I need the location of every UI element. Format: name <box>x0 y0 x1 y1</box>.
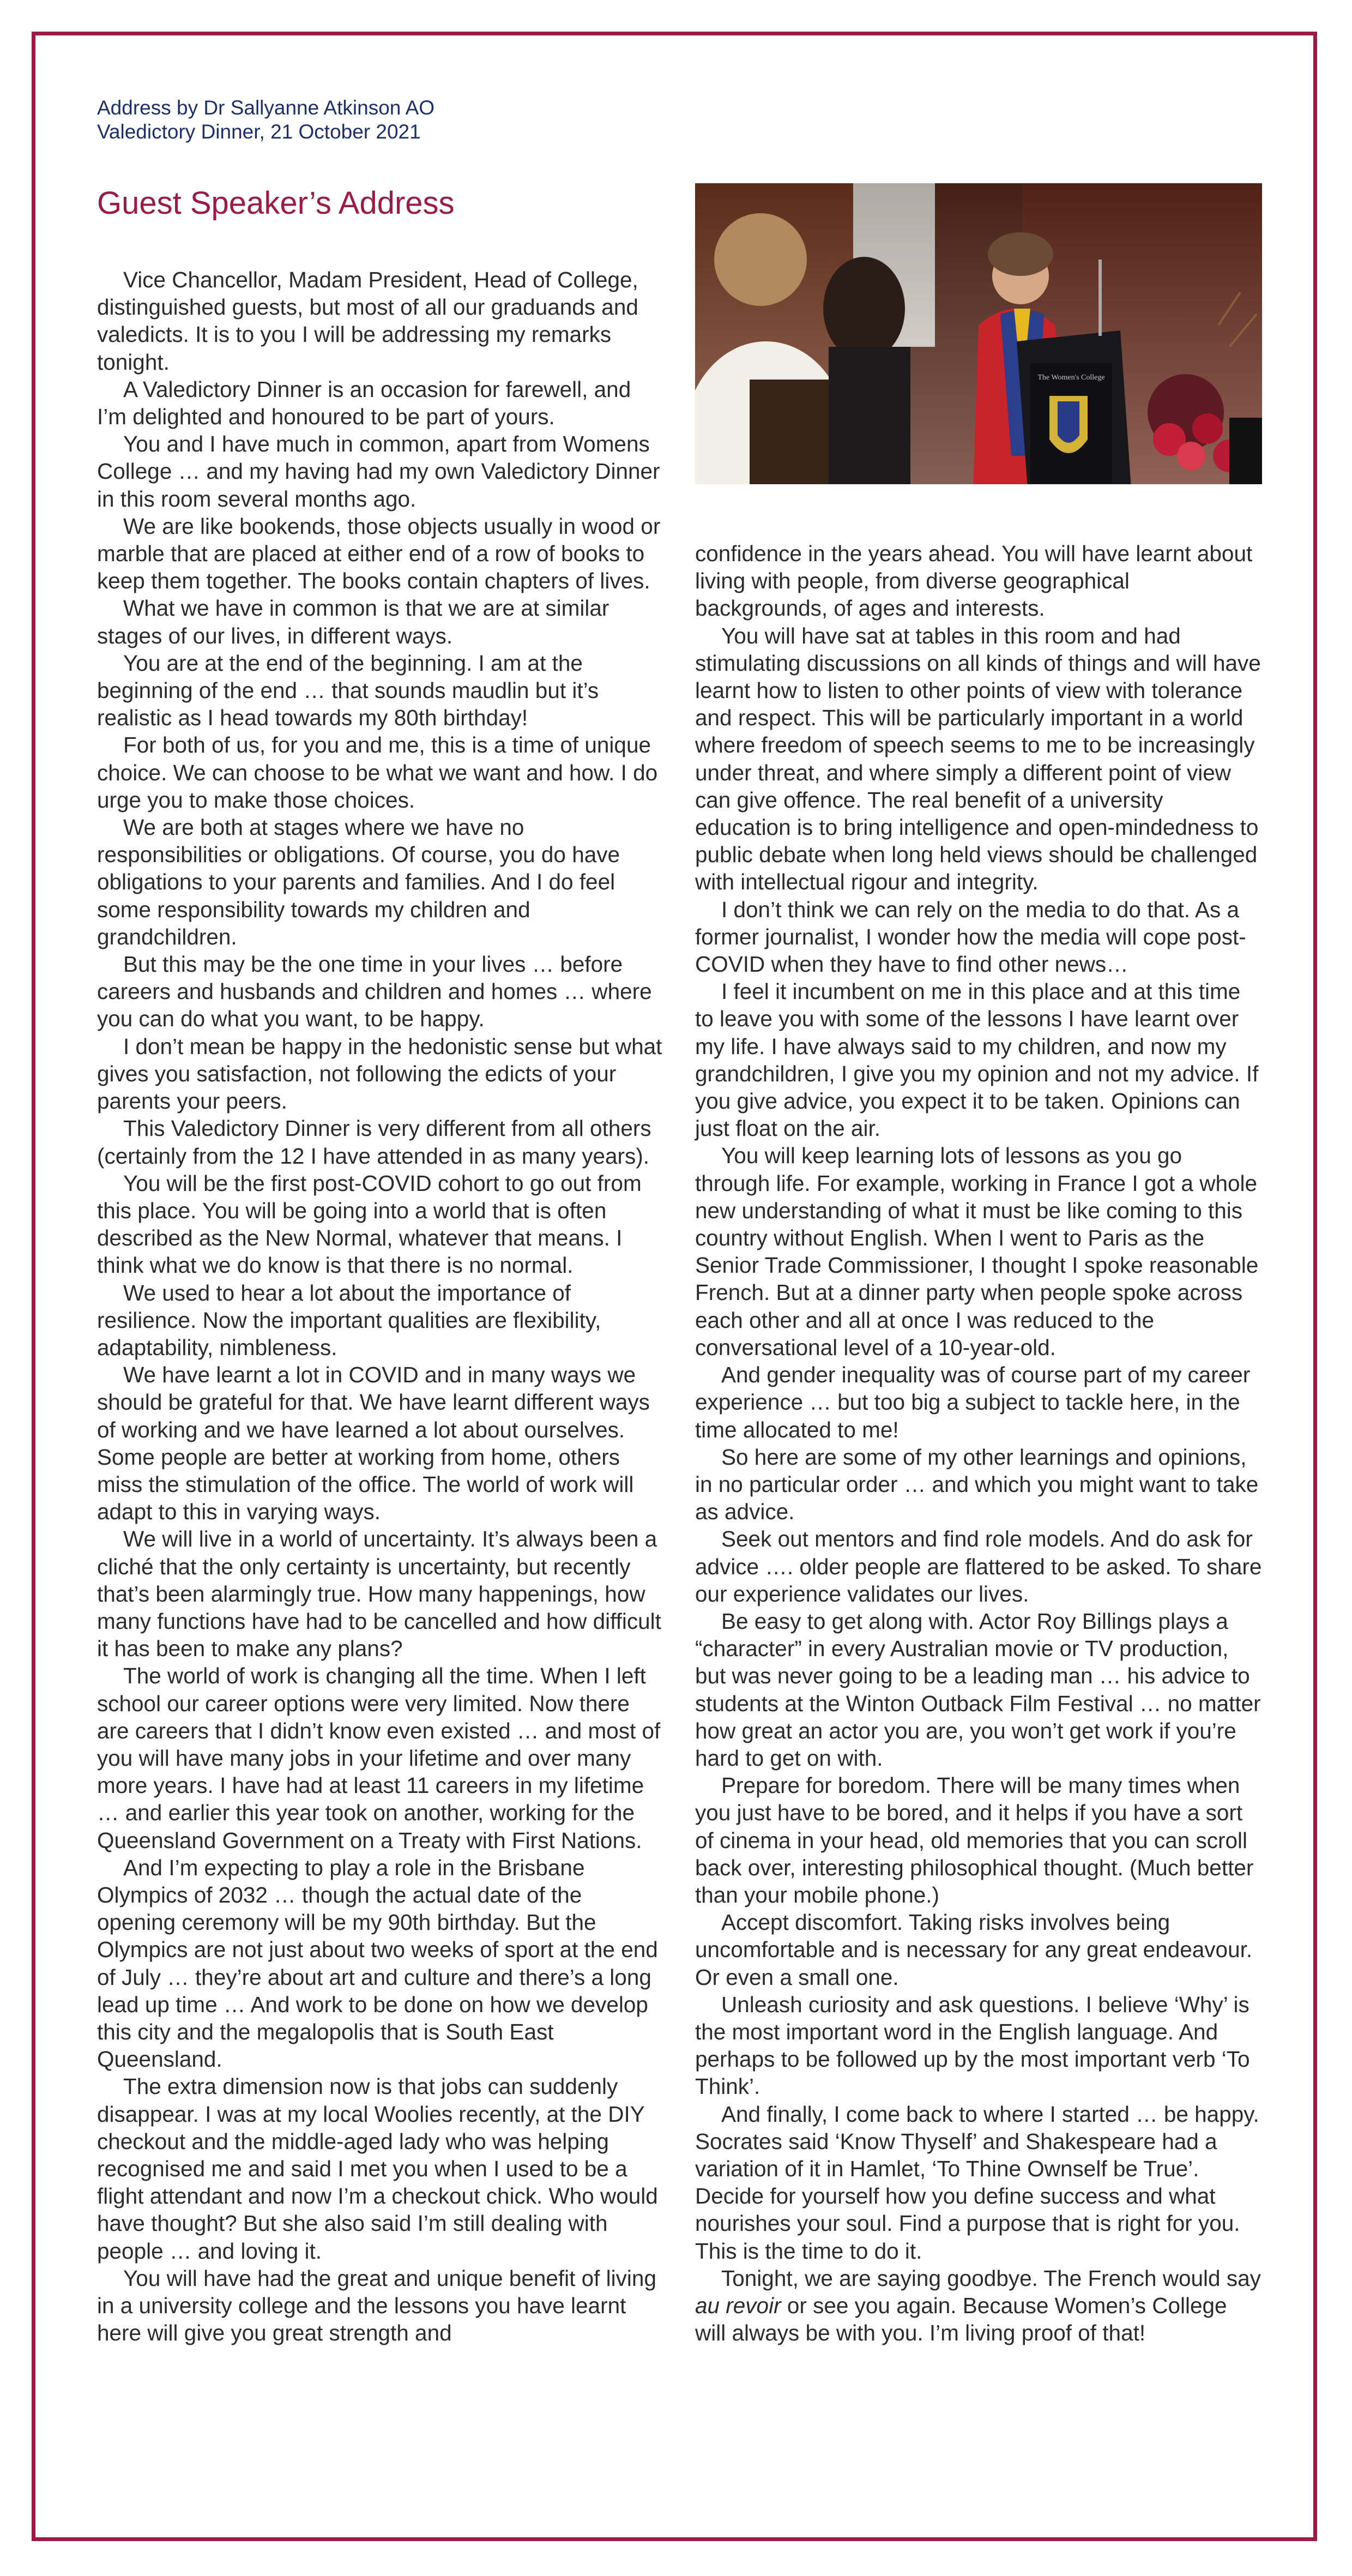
paragraph: confidence in the years ahead. You will have learnt about living with people, from diverse geographical backgrounds, of ages and interests. <box>695 541 1253 621</box>
paragraph: And I’m expecting to play a role in the Brisbane Olympics of 2032 … though the actual date of the opening ceremony will be my 90th birthday. But the Olympics are not just about two weeks of sport at the end of July … they’re about art and culture and there’s a long lead up time … And work to be done on how we develop this city and the megalopolis that is South East Queensland. <box>97 1855 658 2072</box>
paragraph: You will keep learning lots of lessons as you go through life. For example, working in France I got a whole new understanding of what it must be like coming to this country without English. When I went to Paris as the Senior Trade Commissioner, I thought I spoke reasonable French. But at a dinner party when people spoke across each other and all at once I was reduced to the conversational level of a 10-year-old. <box>695 1143 1259 1360</box>
left-column <box>97 266 664 2346</box>
paragraph: So here are some of my other learnings and opinions, in no particular order … and which you might want to take as advice. <box>695 1444 1259 1525</box>
paragraph: I feel it incumbent on me in this place and at this time to leave you with some of the lessons I have learnt over my life. I have always said to my children, and now my grandchildren, I give you my opinion and not my advice. If you give advice, you expect it to be taken. Opinions can just float on the air. <box>695 979 1259 1141</box>
paragraph: The extra dimension now is that jobs can suddenly disappear. I was at my local Woolies recently, at the DIY checkout and the middle-aged lady who was helping recognised me and said I met you when I used to be a flight attendant and now I’m a checkout chick. Who would have thought? But she also said I’m still dealing with people … and loving it. <box>97 2074 658 2264</box>
paragraph: We have learnt a lot in COVID and in many ways we should be grateful for that. We have learnt different ways of working and we have learned a lot about ourselves. Some people are better at working from home, others miss the stimulation of the office. The world of work will adapt to this in varying ways. <box>97 1362 650 1525</box>
speaker-photo <box>695 183 1262 484</box>
address-header <box>97 96 434 144</box>
paragraph: For both of us, for you and me, this is a time of unique choice. We can choose to be what we want and how. I do urge you to make those choices. <box>97 732 658 812</box>
header-speaker: Address by Dr Sallyanne Atkinson AO <box>97 97 435 119</box>
page-title: Guest Speaker’s Address <box>97 185 455 221</box>
paragraph: You will have sat at tables in this room and had stimulating discussions on all kinds of things and will have learnt how to listen to other points of view with tolerance and respect. This will be particularly important in a world where freedom of speech seems to me to be increasingly under threat, and where simply a different point of view can give offence. The real benefit of a university education is to bring intelligence and open-mindedness to public debate when long held views should be challenged with intellectual rigour and integrity. <box>695 623 1261 895</box>
paragraph: I don’t mean be happy in the hedonistic sense but what gives you satisfaction, not following the edicts of your parents your peers. <box>97 1033 662 1114</box>
paragraph: Seek out mentors and find role models. And do ask for advice …. older people are flattered to be asked. To share our experience validates our lives. <box>695 1526 1262 1606</box>
paragraph: What we have in common is that we are at similar stages of our lives, in different ways. <box>97 595 609 648</box>
paragraph: You are at the end of the beginning. I am at the beginning of the end … that sounds maudlin but it’s realistic as I head towards my 80th birthday! <box>97 650 599 731</box>
paragraph: But this may be the one time in your lives … before careers and husbands and children and homes … where you can do what you want, to be happy. <box>97 952 652 1032</box>
paragraph: You and I have much in common, apart from Womens College … and my having had my own Valedictory Dinner in this room several months ago. <box>97 431 660 511</box>
paragraph: Be easy to get along with. Actor Roy Billings plays a “character” in every Australian movie or TV production, but was never going to be a leading man … his advice to students at the Winton Outback Film Festival … no matter how great an actor you are, you won’t get work if you’re hard to get on with. <box>695 1608 1261 1771</box>
paragraph: We are like bookends, those objects usually in wood or marble that are placed at either end of a row of books to keep them together. The books contain chapters of lives. <box>97 513 661 594</box>
paragraph: You will have had the great and unique benefit of living in a university college and the lessons you have learnt here will give you great strength and <box>97 2265 656 2346</box>
paragraph: Accept discomfort. Taking risks involves being uncomfortable and is necessary for any great endeavour. Or even a small one. <box>695 1910 1253 1990</box>
paragraph: We used to hear a lot about the importance of resilience. Now the important qualities are flexibility, adaptability, nimbleness. <box>97 1280 601 1360</box>
paragraph: Vice Chancellor, Madam President, Head of College, distinguished guests, but most of all our graduands and valedicts. It is to you I will be addressing my remarks tonight. <box>97 267 638 375</box>
right-column <box>695 540 1262 2346</box>
paragraph: I don’t think we can rely on the media to do that. As a former journalist, I wonder how the media will cope post-COVID when they have to find other news… <box>695 896 1246 977</box>
paragraph: Tonight, we are saying goodbye. The French would say au revoir or see you again. Because Women’s College will always be with you. I’m living proof of that! <box>695 2265 1261 2346</box>
header-event: Valedictory Dinner, 21 October 2021 <box>97 121 421 143</box>
paragraph: And finally, I come back to where I started … be happy. Socrates said ‘Know Thyself’ and Shakespeare had a variation of it in Hamlet, ‘To Thine Ownself be True’. Decide for yourself how you define success and what nourishes your soul. Find a purpose that is right for you. This is the time to do it. <box>695 2101 1259 2264</box>
paragraph: We are both at stages where we have no responsibilities or obligations. Of course, you do have obligations to your parents and families. And I do feel some responsibility towards my children and grandchildren. <box>97 815 620 949</box>
paragraph: We will live in a world of uncertainty. It’s always been a cliché that the only certainty is uncertainty, but recently that’s been alarmingly true. How many happenings, how many functions have had to be cancelled and how difficult it has been to make any plans? <box>97 1526 661 1662</box>
paragraph: Prepare for boredom. There will be many times when you just have to be bored, and it helps if you have a sort of cinema in your head, old memories that you can scroll back over, interesting philosophical thought. (Much better than your mobile phone.) <box>695 1773 1254 1907</box>
paragraph: Unleash curiosity and ask questions. I believe ‘Why’ is the most important word in the English language. And perhaps to be followed up by the most important verb ‘To Think’. <box>695 1991 1250 2099</box>
paragraph: This Valedictory Dinner is very different from all others (certainly from the 12 I have attended in as many years). <box>97 1116 651 1169</box>
paragraph: And gender inequality was of course part of my career experience … but too big a subject to tackle here, in the time allocated to me! <box>695 1362 1251 1442</box>
paragraph: A Valedictory Dinner is an occasion for farewell, and I’m delighted and honoured to be part of yours. <box>97 376 631 430</box>
lectern-text: The Women's College <box>1037 374 1105 382</box>
paragraph: You will be the first post-COVID cohort to go out from this place. You will be going into a world that is often described as the New Normal, whatever that means. I think what we do know is that there is no normal. <box>97 1170 642 1278</box>
paragraph: The world of work is changing all the time. When I left school our career options were very limited. Now there are careers that I didn’t know even existed … and most of you will have many jobs in your lifetime and over many more years. I have had at least 11 careers in my lifetime … and earlier this year took on another, working for the Queensland Government on a Treaty with First Nations. <box>97 1663 661 1853</box>
